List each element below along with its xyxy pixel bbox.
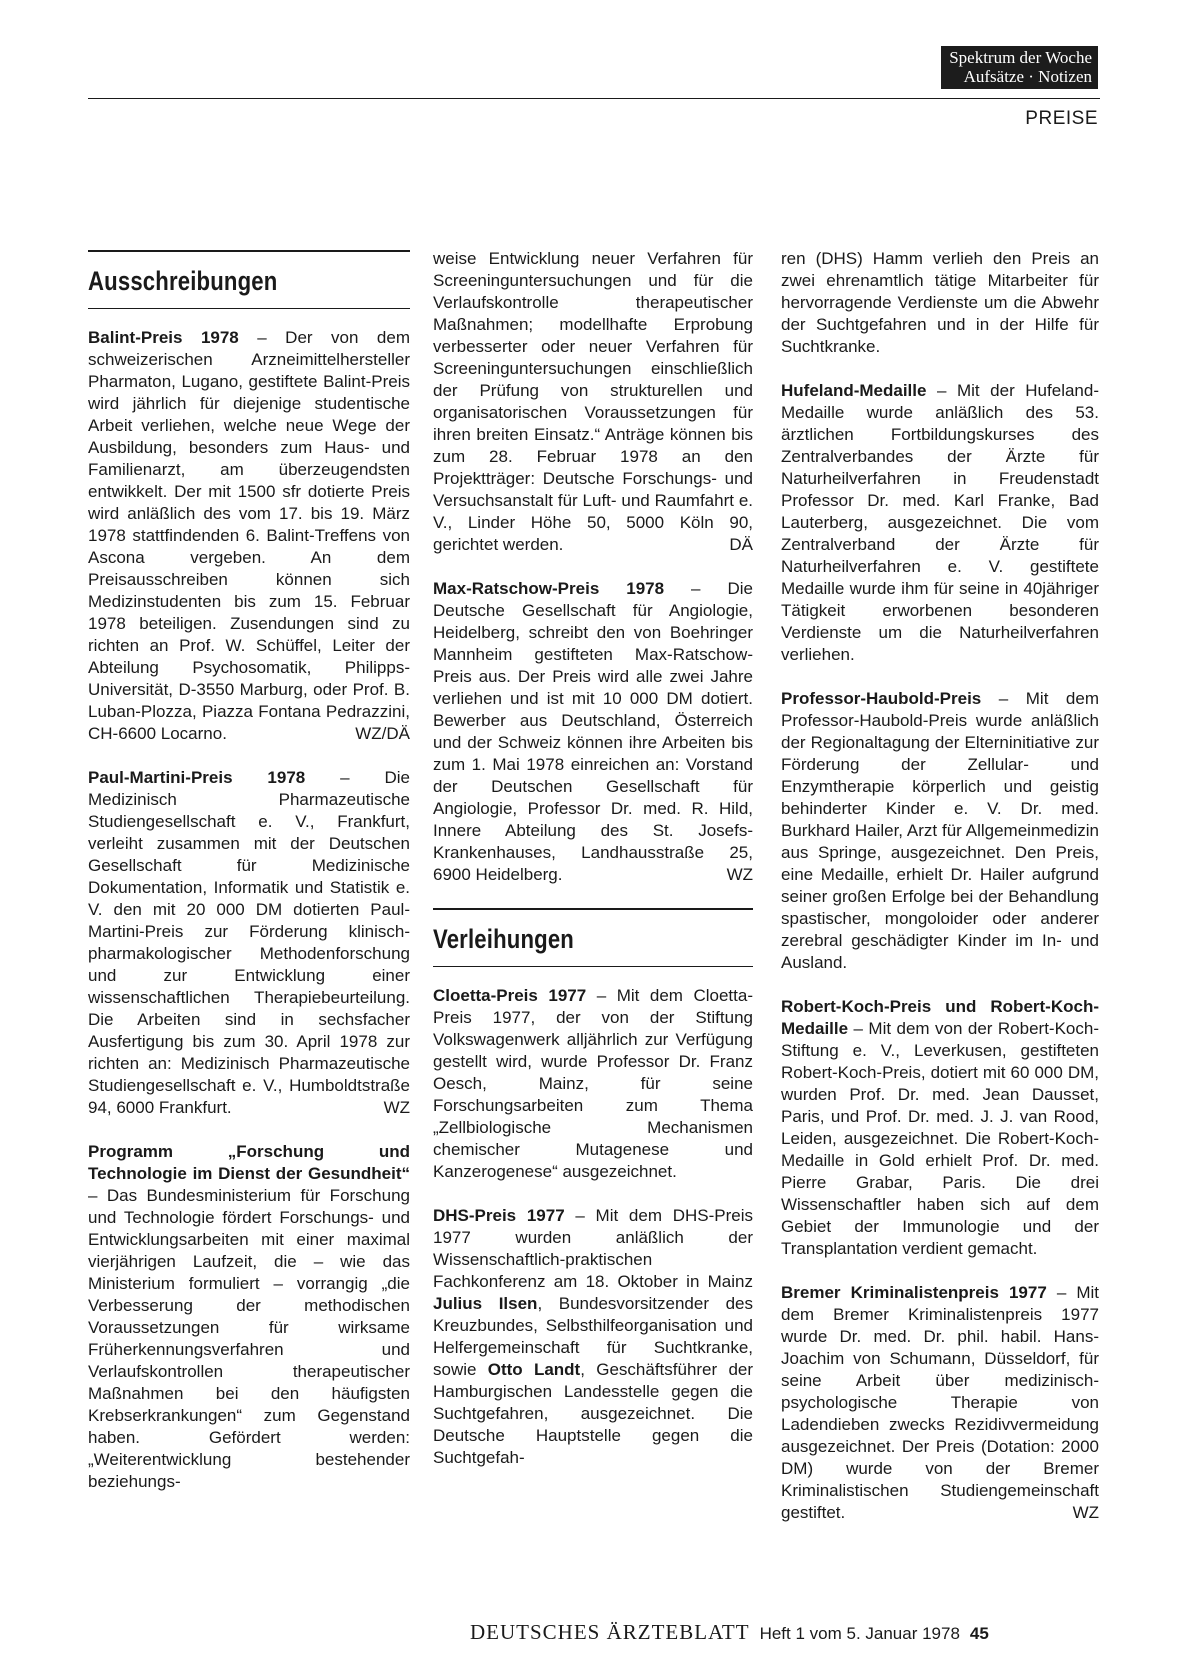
issue-info: Heft 1 vom 5. Januar 1978 bbox=[759, 1624, 960, 1643]
awardee-name: Otto Landt bbox=[487, 1360, 581, 1379]
entry-body: – Mit dem Professor-Haubold-Preis wurde anläßlich der Regionaltagung der Elterninitiative zur Förderung der Zellular- und Enzymtherapie körperlich und geistig behinderter Kinder e. V. Dr. med. Burkhard Hailer, Arzt für Allgemeinmedizin aus Springe, ausgezeichnet. Den Preis, eine Medaille, erhielt Dr. Hailer aufgrund seiner großen Erfolge bei der Behandlung spastischer, mongoloider oder anderer zerebral geschädigter Kinder im In- und Ausland. bbox=[781, 689, 1099, 972]
entry-body: – Mit dem von der Robert-Koch-Stiftung e. V., Leverkusen, gestifteten Robert-Koch-Preis, dotiert mit 60 000 DM, wurden Prof. Dr. med. Jean Dausset, Paris, und Prof. Dr. med. J. J. van Rood, Leiden, ausgezeichnet. Die Robert-Koch-Medaille in Gold erhielt Prof. Dr. med. Pierre Grabar, Paris. Die drei Wissenschaftler haben sich auf dem Gebiet der Immunologie und der Transplantation verdient gemacht. bbox=[781, 1019, 1099, 1258]
entry-body: – Die Medizinisch Pharmazeutische Studiengesellschaft e. V., Frankfurt, verleiht zusammen mit der Deutschen Gesellschaft für Medizinische Dokumentation, Informatik und Statistik e. V. den mit 20 000 DM dotierten Paul-Martini-Preis zur Förderung klinisch-pharmakologischer Methodenforschung und zur Entwicklung einer wissenschaftlichen Therapiebeurteilung. Die Arbeiten sind in sechsfacher Ausfertigung bis zum 30. April 1978 zur richten an: Medizinisch Pharmazeutische Studiengesellschaft e. V., Humboldtstraße 94, 6000 Frankfurt. bbox=[88, 768, 410, 1117]
entry-body: weise Entwicklung neuer Verfahren für Screeninguntersuchungen und für die Verlaufskontrolle therapeutischer Maßnahmen; modellhafte Erprobung verbesserter oder neuer Verfahren für Screeninguntersuchungen einschließlich der Prüfung von strukturellen und organisatorischen Voraussetzungen für ihren breiten Einsatz.“ Anträge können bis zum 28. Februar 1978 an den Projektträger: Deutsche Forschungs- und Versuchsanstalt für Luft- und Raumfahrt e. V., Linder Höhe 50, 5000 Köln 90, gerichtet werden. bbox=[433, 249, 753, 554]
entry-title: Robert-Koch-Preis und Robert-Koch-Medaille bbox=[781, 997, 1099, 1038]
entry-title: Hufeland-Medaille bbox=[781, 381, 927, 400]
entry-body: – Das Bundesministerium für Forschung und Technologie fördert Forschungs- und Entwicklungsarbeiten mit einer maximal vierjährigen Laufzeit, die – wie das Ministerium formuliert – vorrangig „die Verbesserung der methodischen Voraussetzungen für wirksame Früherkennungsverfahren und Verlaufskontrollen therapeutischer Maßnahmen bei den häufigsten Krebserkrankungen“ zum Gegenstand haben. Gefördert werden: „Weiterentwicklung bestehender beziehungs- bbox=[88, 1186, 410, 1491]
column-2 bbox=[433, 248, 753, 1491]
heading-rule-bottom bbox=[88, 308, 410, 309]
column-1 bbox=[88, 248, 410, 1515]
entry-body: – Mit der Hufeland-Medaille wurde anläßlich des 53. ärztlichen Fortbildungskurses des Zentralverbandes der Ärzte für Naturheilverfahren in Freudenstadt Professor Dr. med. Karl Franke, Bad Lauterberg, ausgezeichnet. Die vom Zentralverband der Ärzte für Naturheilverfahren e. V. gestiftete Medaille wurde ihm für seine in 40jähriger Tätigkeit erworbenen besonderen Verdienste um die Naturheilverfahren verliehen. bbox=[781, 381, 1099, 664]
page-number: 45 bbox=[969, 1624, 989, 1643]
entry-title: Balint-Preis 1978 bbox=[88, 328, 239, 347]
entry-signature: WZ bbox=[383, 1098, 410, 1117]
section-label bbox=[941, 46, 1098, 89]
entry-body: – Mit dem DHS-Preis 1977 wurden anläßlich der Wissenschaftlich-praktischen Fachkonferenz am 18. Oktober in Mainz bbox=[433, 1206, 753, 1291]
article-entry bbox=[433, 985, 753, 1183]
entry-body: – Mit dem Bremer Kriminalistenpreis 1977 wurde Dr. med. Dr. phil. habil. Hans-Joachim von Schumann, Düsseldorf, für seine Arbeit über medizinisch-psychologische Therapie von Ladendieben zwecks Rezidivvermeidung ausgezeichnet. Der Preis (Dotation: 2000 DM) wurde von der Bremer Kriminalistischen Studiengemeinschaft gestiftet. bbox=[781, 1283, 1099, 1522]
entry-signature: WZ/DÄ bbox=[355, 724, 410, 743]
article-entry bbox=[88, 327, 410, 745]
section-label-line2: Aufsätze · Notizen bbox=[963, 67, 1092, 86]
entry-body: , Bundesvorsitzender des Kreuzbundes, Selbsthilfeorganisation und Helfergemeinschaft für Suchtkranke, sowie bbox=[433, 1294, 753, 1379]
heading-rule-bottom bbox=[433, 966, 753, 967]
entry-body: – Der von dem schweizerischen Arzneimittelhersteller Pharmaton, Lugano, gestiftete Balint-Preis wird jährlich für diejenige studentische Arbeit verliehen, welche neue Wege der Ausbildung, besonders zum Haus- und Familienarzt, am überzeugendsten entwikkelt. Der mit 1500 sfr dotierte Preis wird anläßlich des vom 17. bis 19. März 1978 stattfindenden 6. Balint-Treffens von Ascona vergeben. An dem Preisausschreiben können sich Medizinstudenten bis zum 15. Februar 1978 beteiligen. Zusendungen sind zu richten an Prof. W. Schüffel, Leiter der Abteilung Psychosomatik, Philipps-Universität, D-3550 Marburg, oder Prof. B. Luban-Plozza, Piazza Fontana Pedrazzini, CH-6600 Locarno. bbox=[88, 328, 410, 743]
journal-name: DEUTSCHES ÄRZTEBLATT bbox=[470, 1620, 750, 1644]
entry-body: ren (DHS) Hamm verlieh den Preis an zwei ehrenamtlich tätige Mitarbeiter für hervorragende Verdienste um die Abwehr der Suchtgefahren und in der Hilfe für Suchtkranke. bbox=[781, 249, 1099, 356]
entry-body: – Mit dem Cloetta-Preis 1977, der von der Stiftung Volkswagenwerk alljährlich zur Verfügung gestellt wird, wurde Professor Dr. Franz Oesch, Mainz, für seine Forschungsarbeiten zum Thema „Zellbiologische Mechanismen chemischer Mutagenese und Kanzerogenese“ ausgezeichnet. bbox=[433, 986, 753, 1181]
section-label-line1: Spektrum der Woche bbox=[949, 48, 1092, 67]
entry-signature: WZ bbox=[1072, 1503, 1099, 1522]
article-entry bbox=[781, 1282, 1099, 1524]
entry-title: DHS-Preis 1977 bbox=[433, 1206, 565, 1225]
header-rule bbox=[88, 98, 1100, 99]
entry-body: – Die Deutsche Gesellschaft für Angiologie, Heidelberg, schreibt den von Boehringer Mannheim gestifteten Max-Ratschow-Preis aus. Der Preis wird alle zwei Jahre verliehen und ist mit 10 000 DM dotiert. Bewerber aus Deutschland, Österreich und der Schweiz können ihre Arbeiten bis zum 1. Mai 1978 einreichen an: Vorstand der Deutschen Gesellschaft für Angiologie, Professor Dr. med. R. Hild, Innere Abteilung des St. Josefs-Krankenhauses, Landhausstraße 25, 6900 Heidelberg. bbox=[433, 579, 753, 884]
entry-signature: WZ bbox=[726, 865, 753, 884]
column-3 bbox=[781, 248, 1099, 1546]
article-entry bbox=[88, 767, 410, 1119]
entry-title: Max-Ratschow-Preis 1978 bbox=[433, 579, 665, 598]
entry-title: Bremer Kriminalistenpreis 1977 bbox=[781, 1283, 1047, 1302]
awardee-name: Julius Ilsen bbox=[433, 1294, 538, 1313]
article-entry bbox=[88, 1141, 410, 1493]
heading-verleihungen bbox=[433, 908, 753, 967]
article-entry bbox=[433, 248, 753, 556]
article-entry bbox=[781, 688, 1099, 974]
page-footer bbox=[470, 1620, 1100, 1645]
category-label: PREISE bbox=[1025, 108, 1098, 129]
entry-title: Programm „Forschung und Technologie im Dienst der Gesundheit“ bbox=[88, 1142, 410, 1183]
article-entry bbox=[433, 1205, 753, 1469]
article-entry bbox=[781, 996, 1099, 1260]
entry-title: Professor-Haubold-Preis bbox=[781, 689, 982, 708]
entry-body: , Geschäftsführer der Hamburgischen Landesstelle gegen die Suchtgefahren, ausgezeichnet. Die Deutsche Hauptstelle gegen die Suchtgefah- bbox=[433, 1360, 754, 1467]
entry-title: Paul-Martini-Preis 1978 bbox=[88, 768, 306, 787]
article-entry bbox=[433, 578, 753, 886]
heading-ausschreibungen bbox=[88, 250, 410, 309]
article-entry bbox=[781, 248, 1099, 358]
entry-signature: DÄ bbox=[729, 535, 753, 554]
article-entry bbox=[781, 380, 1099, 666]
section-heading: Ausschreibungen bbox=[88, 266, 278, 296]
entry-title: Cloetta-Preis 1977 bbox=[433, 986, 587, 1005]
section-heading: Verleihungen bbox=[433, 924, 575, 954]
